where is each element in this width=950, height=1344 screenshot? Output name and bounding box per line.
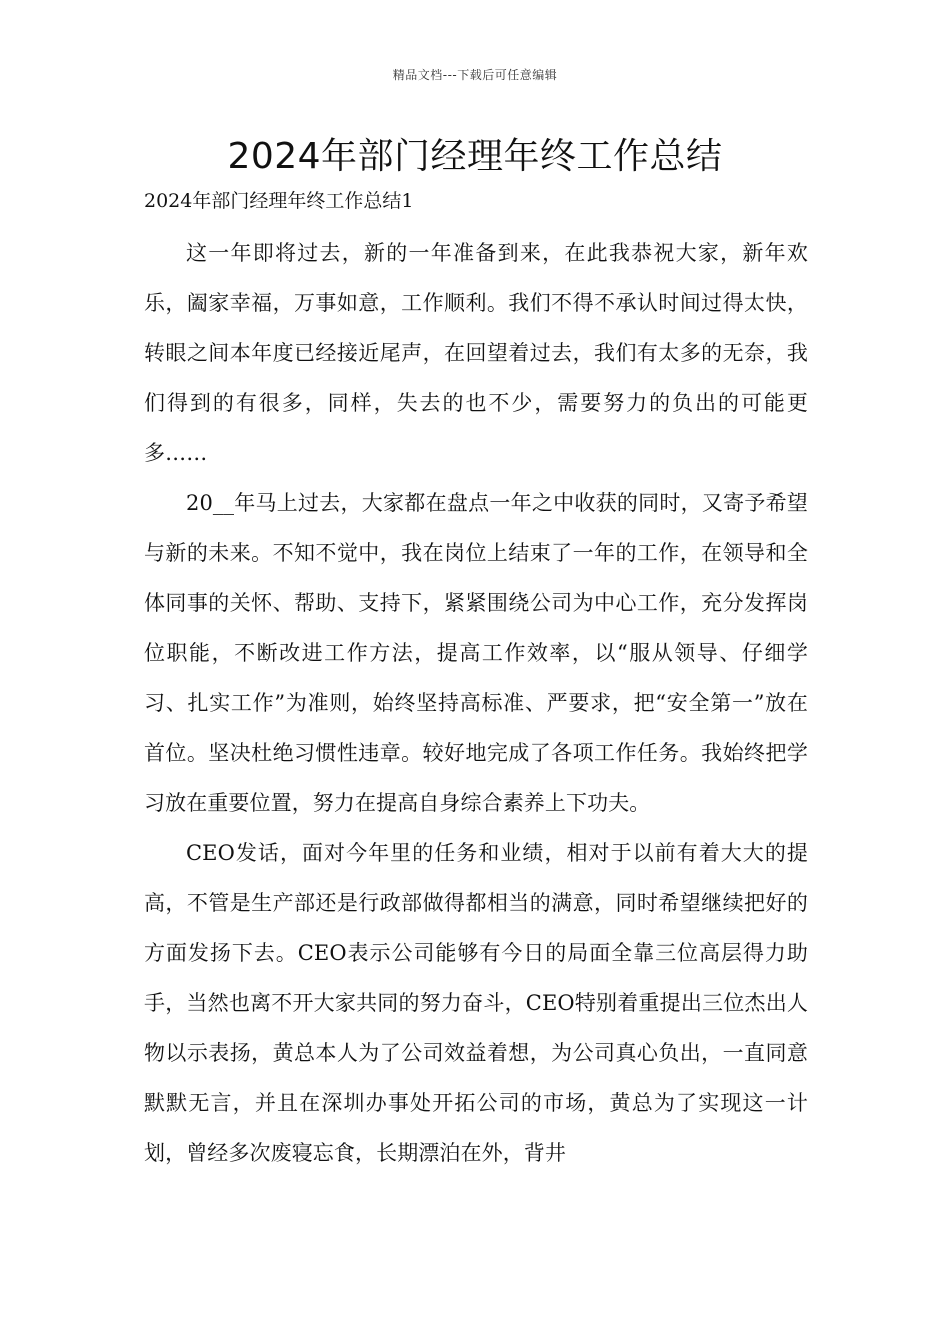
section-subtitle: 2024年部门经理年终工作总结1 (144, 190, 414, 212)
paragraph-2: 20__年马上过去，大家都在盘点一年之中收获的同时，又寄予希望与新的未来。不知不觉中，我在岗位上结束了一年的工作，在领导和全体同事的关怀、帮助、支持下，紧紧围绕公司为中心工作，充分发挥岗位职能，不断改进工作方法，提高工作效率，以“服从领导、仔细学习、扎实工作”为准则，始终坚持高标准、严要求，把“安全第一”放在首位。坚决杜绝习惯性违章。较好地完成了各项工作任务。我始终把学习放在重要位置，努力在提高自身综合素养上下功夫。 (144, 491, 808, 815)
header-note: 精品文档---下载后可任意编辑 (392, 68, 558, 82)
paragraph-1: 这一年即将过去，新的一年准备到来，在此我恭祝大家，新年欢乐，阖家幸福，万事如意，工作顺利。我们不得不承认时间过得太快，转眼之间本年度已经接近尾声，在回望着过去，我们有太多的无奈，我们得到的有很多，同样，失去的也不少，需要努力的负出的可能更多…… (144, 241, 808, 465)
document-title: 2024年部门经理年终工作总结 (227, 136, 723, 177)
paragraph-3: CEO发话，面对今年里的任务和业绩，相对于以前有着大大的提高，不管是生产部还是行政部做得都相当的满意，同时希望继续把好的方面发扬下去。CEO表示公司能够有今日的局面全靠三位高层得力助手，当然也离不开大家共同的努力奋斗，CEO特别着重提出三位杰出人物以示表扬，黄总本人为了公司效益着想，为公司真心负出，一直同意默默无言，并且在深圳办事处开拓公司的市场，黄总为了实现这一计划，曾经多次废寝忘食，长期漂泊在外，背井 (144, 841, 808, 1165)
document-body (144, 228, 808, 1178)
